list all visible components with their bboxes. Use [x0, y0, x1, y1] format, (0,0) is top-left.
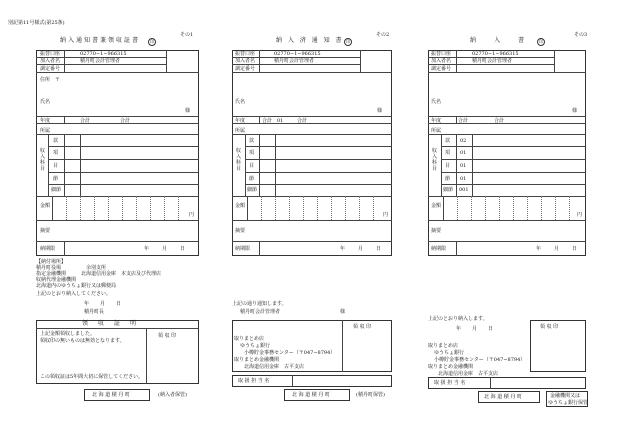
form-number: 別記第11号様式(第25条) [8, 20, 65, 26]
stamp-circle-icon: 印 [539, 39, 543, 44]
panel2-form [232, 50, 392, 256]
panel1-sono: その1 [180, 32, 194, 38]
panel1-title: 納入通知書兼領収証書 [60, 37, 141, 44]
panel2-title: 納 入 済 通 知 書 [276, 37, 344, 44]
panel1-account-no: 02770−1−966315 [80, 51, 127, 57]
panel3-title: 納 入 書 [470, 37, 527, 44]
panel3-form [428, 50, 586, 256]
panel1-form [36, 50, 199, 256]
stamp-circle-icon: 印 [346, 39, 350, 44]
stamp-circle-icon: 印 [150, 39, 154, 44]
